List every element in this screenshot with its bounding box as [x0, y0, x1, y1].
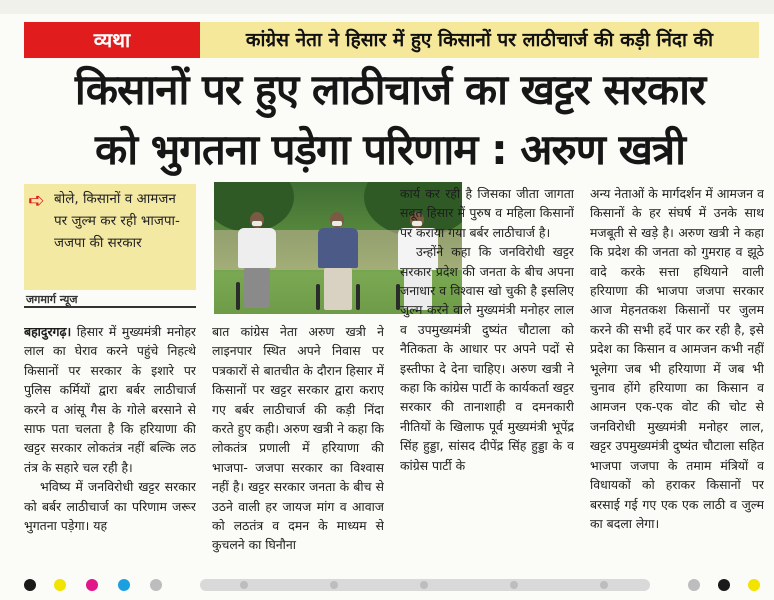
- article-column-4: [590, 184, 764, 572]
- byline-rule: [24, 306, 196, 308]
- subheadline-text: बोले, किसानों व आमजन पर जुल्म कर रही भाजपा-जजपा की सरकार: [54, 191, 180, 251]
- column-3-paragraph-1: कार्य कर रही है जिसका जीता जागता सबूत हिसार में पुरुष व महिला किसानों पर कराया गया बर्बर लाठीचार्ज है।: [400, 186, 574, 240]
- registration-dot-black: [24, 579, 36, 591]
- registration-dot-gray-right: [688, 579, 700, 591]
- column-3-paragraph-2: उन्होंने कहा कि जनविरोधी खट्टर सरकार प्रदेश की जनता के बीच अपना जनाधार व विश्वास खो चुकी है इसलिए जुल्म करने वाले मुख्यमंत्री मनोहर लाल व उपमुख्यमंत्री दुष्यंत चौटाला को नैतिकता के आधार पर अपने पदों से इस्तीफा दे देना चाहिए। अरुण खत्री ने कहा कि कांग्रेस पार्टी के कार्यकर्ता खट्टर सरकार की तानाशाही व दमनकारी नीतियों के खिलाफ पूर्व मुख्यमंत्री भूपेंद्र सिंह हुड्डा, सांसद दीपेंद्र सिंह हुड्डा के व कांग्रेस पार्टी के: [400, 244, 574, 473]
- registration-dot-yellow: [54, 579, 66, 591]
- article-column-2: [212, 322, 384, 572]
- column-4-paragraph-1: अन्य नेताओं के मार्गदर्शन में आमजन व किसानों के हर संघर्ष में उनके साथ मजबूती से खड़े है। अरुण खत्री ने कहा कि प्रदेश की जनता को गुमराह व झूठे वादे करके सत्ता हथियाने वाली हरियाणा की भाजपा जजपा सरकार आज मेहनतकश किसानों पर जुलम करने की सभी हदें पार कर रही है, इसे प्रदेश का किसान व आमजन कभी नहीं भूलेगा जब भी हरियाणा में जब भी चुनाव होंगे हरियाणा का किसान व आमजन एक-एक वोट की चोट से जनविरोधी मुख्यमंत्री मनोहर लाल, खट्टर उपमुख्यमंत्री दुष्यंत चौटाला सहित भाजपा जजपा के तमाम मंत्रियों व विधायकों को हराकर किसानों पर बरसाई गई गए एक एक लाठी व जुल्म का बदला लेगा।: [590, 186, 764, 531]
- registration-dot-yellow-right: [748, 579, 760, 591]
- arrow-right-icon: ➪: [28, 188, 45, 212]
- registration-gray-bar: [200, 579, 650, 591]
- registration-dot-gray: [150, 579, 162, 591]
- headline-line-2: को भुगतना पड़ेगा परिणाम : अरुण खत्री: [94, 125, 686, 174]
- headline-line-1: किसानों पर हुए लाठीचार्ज का खट्टर सरकार: [74, 65, 706, 114]
- registration-dot-magenta: [86, 579, 98, 591]
- column-2-paragraph-1: बात कांग्रेस नेता अरुण खत्री ने लाइनपार स्थित अपने निवास पर पत्रकारों से बातचीत के दौरान हिसार में किसानों पर खट्टर सरकार द्वारा कराए गए बर्बर लाठीचार्ज की कड़ी निंदा करते हुए कही। अरुण खत्री ने कहा कि लोकतंत्र प्रणाली में हरियाणा की भाजपा- जजपा सरकार का विश्वास नहीं है। खट्टर सरकार जनता के बीच से उठने वाली हर जायज मांग व आवाज को लठतंत्र व दमन के माध्यम से कुचलने का घिनौना: [212, 324, 384, 553]
- article-column-3: [400, 184, 574, 572]
- clipped-previous-article-strip: [0, 0, 774, 14]
- main-headline: [20, 60, 760, 180]
- column-1-paragraph-2: भविष्य में जनविरोधी खट्टर सरकार को बर्बर लाठीचार्ज का परिणाम जरूर भुगतना पड़ेगा। यह: [24, 479, 196, 534]
- column-1-paragraph-1: बहादुरगढ़। हिसार में मुख्यमंत्री मनोहर लाल का घेराव करने पहुंचे निहत्थे किसानों पर सरकार के इशारे पर पुलिस कर्मियों द्वारा बर्बर लाठीचार्ज करने व आंसू गैस के गोले बरसाने से साफ पता चलता है कि हरियाणा की खट्टर सरकार लोकतंत्र नहीं बल्कि लठ तंत्र के सहारे चल रही है।: [24, 324, 196, 475]
- registration-dot-cyan: [118, 579, 130, 591]
- dateline: बहादुरगढ़।: [24, 324, 72, 339]
- section-tag: व्यथा: [24, 22, 200, 58]
- kicker-headline: कांग्रेस नेता ने हिसार में हुए किसानों पर लाठीचार्ज की कड़ी निंदा की: [200, 22, 759, 58]
- registration-dot-black-right: [718, 579, 730, 591]
- article-column-1: [24, 322, 196, 572]
- kicker-banner: [24, 22, 759, 58]
- byline: जगमार्ग न्यूज: [26, 293, 78, 306]
- subheadline-box: [24, 184, 196, 290]
